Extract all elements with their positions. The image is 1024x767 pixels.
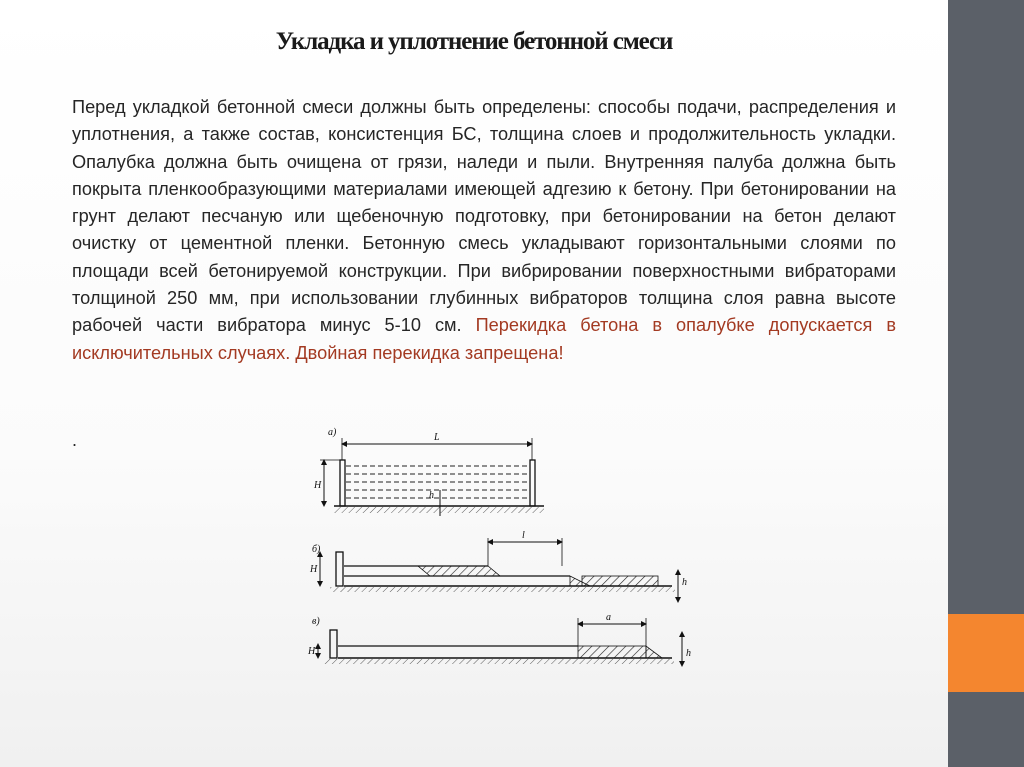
diagram-a [313,427,544,516]
side-accent [948,614,1024,692]
body-text [72,94,896,367]
dim-l: l [522,530,525,541]
slide-title: Укладка и уплотнение бетонной смеси [275,28,673,55]
main-paragraph: Перед укладкой бетонной смеси должны быть определены: способы подачи, распределения и уплотнения, а также состав, консистенция БС, толщина слоев и продолжительность укладки. Опалубка должна быть очищена от грязи, наледи и пыли. Внутренняя палуба должна быть покрыта пленкообразующими материалами имеющей адгезию к бетону. При бетонировании на грунт делают песчаную или щебеночную подготовку, при бетонировании на бетон делают очистку от цементной пленки. Бетонную смесь укладывают горизонтальными слоями по площади всей бетонируемой конструкции. При вибрировании поверхностными вибраторами толщиной 250 мм, при использовании глубинных вибраторов толщина слоя равна высоте рабочей части вибратора минус 5-10 см. [72,97,896,336]
dim-H-a: H [314,480,322,491]
dim-H-v: H [308,646,316,657]
label-v: в) [312,616,320,627]
label-a: а) [328,427,337,438]
diagram-b [309,530,687,602]
diagram-v [307,612,691,666]
label-b: б) [312,544,321,555]
concrete-layering-diagram [300,420,700,670]
warning-text: Перекидка бетона в опалубке допускается в исключительных случаях. Двойная перекидка запрещена! [72,315,896,363]
trailing-mark: . [72,430,78,450]
dim-h-v: h [686,648,691,659]
dim-h-b: h [682,577,687,588]
dim-H-b: H [310,564,318,575]
dim-L: L [434,432,440,443]
dim-h-a: h [429,490,434,501]
dim-a: a [606,612,611,623]
